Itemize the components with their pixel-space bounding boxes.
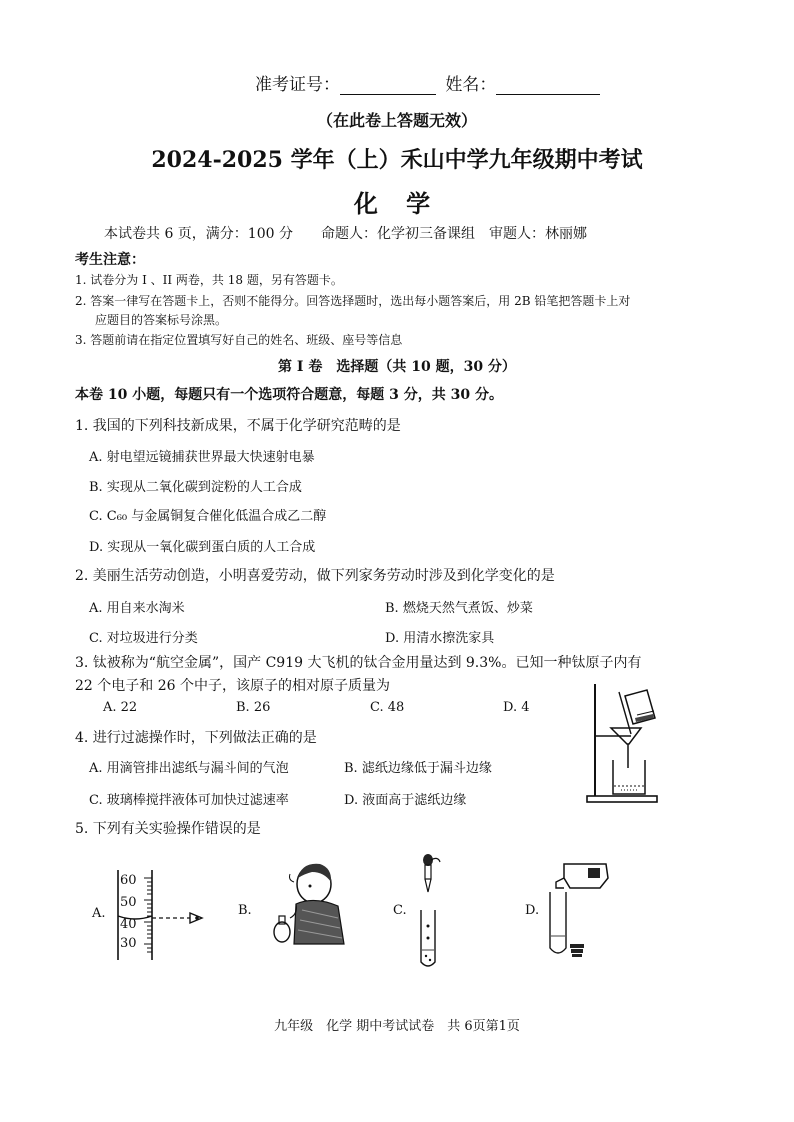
option-b: B. 实现从二氧化碳到淀粉的人工合成 (89, 480, 302, 495)
option-b: B. 燃烧天然气煮饭、炒菜 (385, 601, 533, 616)
note-item: 1. 试卷分为 I 、II 两卷，共 18 题，另有答题卡。 (75, 273, 343, 287)
exam-id-label: 准考证号： (255, 75, 340, 95)
smelling-chemical-figure (268, 858, 348, 948)
graduated-cylinder-figure (110, 866, 210, 966)
option-d: D. 用清水擦洗家具 (385, 631, 495, 646)
option-a: A. 22 (103, 700, 138, 715)
tick-label: 30 (120, 936, 137, 951)
section-heading: 第 I 卷 选择题（共 10 题，30 分） (278, 359, 516, 375)
figure-a-label: A. (92, 906, 106, 921)
exam-id-row (255, 70, 600, 95)
question-stem: 5. 下列有关实验操作错误的是 (75, 821, 261, 837)
filtration-apparatus-figure (575, 682, 665, 807)
question-stem: 2. 美丽生活劳动创造，小明喜爱劳动，做下列家务劳动时涉及到化学变化的是 (75, 568, 555, 584)
exam-info: 本试卷共 6 页，满分：100 分 命题人：化学初三备课组 审题人：林丽娜 (104, 226, 587, 242)
name-label: 姓名： (445, 75, 497, 95)
page-footer: 九年级 化学 期中考试试卷 共 6页第1页 (274, 1019, 520, 1034)
tick-label: 40 (120, 917, 137, 932)
exam-id-blank (340, 78, 436, 95)
option-d: D. 4 (503, 700, 530, 715)
option-a: A. 用滴管排出滤纸与漏斗间的气泡 (89, 761, 289, 776)
option-b: B. 滤纸边缘低于漏斗边缘 (344, 761, 492, 776)
exam-title: 2024-2025 学年（上）禾山中学九年级期中考试 (151, 147, 643, 173)
figure-b-label: B. (238, 903, 252, 918)
note-item: 应题目的答案标号涂黑。 (95, 313, 228, 327)
subject-title: 化 学 (353, 189, 441, 218)
option-c: C. 玻璃棒搅拌液体可加快过滤速率 (89, 793, 289, 808)
option-c: C. C₆₀ 与金属铜复合催化低温合成乙二醇 (89, 509, 327, 524)
pouring-liquid-figure (540, 858, 620, 968)
figure-c-label: C. (393, 903, 407, 918)
option-b: B. 26 (236, 700, 271, 715)
option-c: C. 48 (370, 700, 405, 715)
notes-heading: 考生注意： (75, 252, 145, 268)
option-a: A. 射电望远镜捕获世界最大快速射电暴 (89, 450, 315, 465)
tick-label: 50 (120, 895, 137, 910)
option-d: D. 实现从一氧化碳到蛋白质的人工合成 (89, 540, 316, 555)
figure-d-label: D. (525, 903, 540, 918)
invalid-note: （在此卷上答题无效） (316, 111, 477, 130)
question-stem: 4. 进行过滤操作时，下列做法正确的是 (75, 730, 317, 746)
tick-label: 60 (120, 873, 137, 888)
question-stem: 3. 钛被称为“航空金属”，国产 C919 大飞机的钛合金用量达到 9.3%。已知一种钛原子内有 (75, 655, 642, 671)
name-blank (496, 78, 600, 95)
note-item: 2. 答案一律写在答题卡上，否则不能得分。回答选择题时，选出每小题答案后，用 2B 铅笔把答题卡上对 (75, 294, 631, 308)
section-intro: 本卷 10 小题，每题只有一个选项符合题意，每题 3 分，共 30 分。 (75, 387, 503, 403)
dropper-test-tube-figure (408, 852, 448, 972)
option-a: A. 用自来水淘米 (89, 601, 185, 616)
note-item: 3. 答题前请在指定位置填写好自己的姓名、班级、座号等信息 (75, 333, 403, 347)
option-c: C. 对垃圾进行分类 (89, 631, 198, 646)
question-stem-cont: 22 个电子和 26 个中子，该原子的相对原子质量为 (75, 678, 390, 694)
option-d: D. 液面高于滤纸边缘 (344, 793, 467, 808)
question-stem: 1. 我国的下列科技新成果，不属于化学研究范畴的是 (75, 418, 401, 434)
